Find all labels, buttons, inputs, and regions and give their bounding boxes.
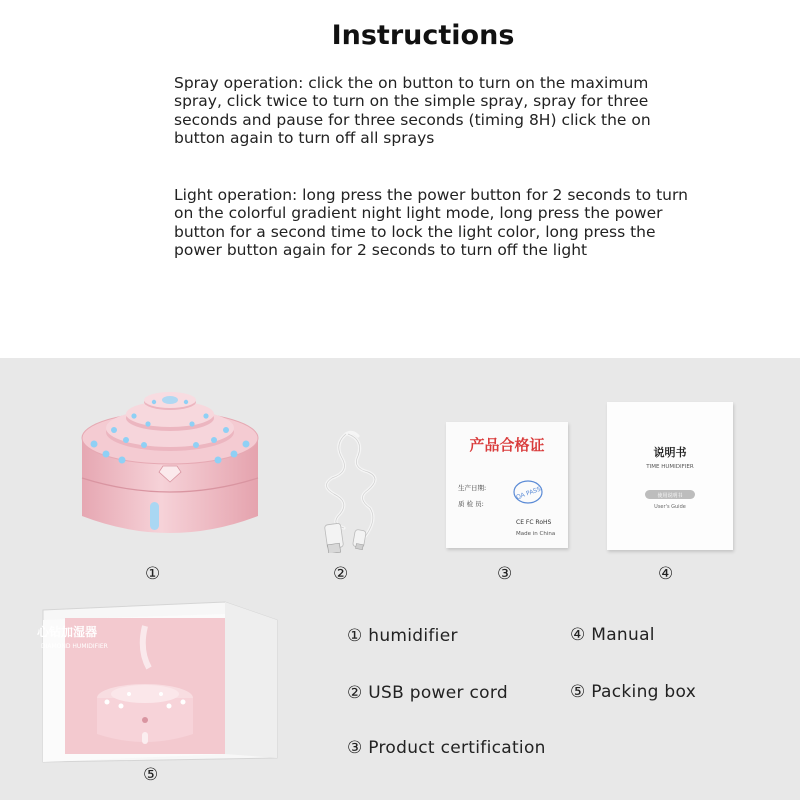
item-number-5: ⑤ xyxy=(143,765,159,785)
legend-usb-power-cord: ② USB power cord xyxy=(347,683,508,703)
legend-packing-box: ⑤ Packing box xyxy=(570,682,697,702)
box-english-name: DIAMOND HUMIDIFIER xyxy=(41,643,108,650)
legend-manual: ④ Manual xyxy=(570,625,655,645)
certificate-title: 产品合格证 xyxy=(469,436,545,454)
manual-booklet xyxy=(607,402,733,550)
certificate-inspector-label: 质 检 员: xyxy=(458,500,484,508)
item-number-2: ② xyxy=(333,564,349,584)
legend-product-certification: ③ Product certification xyxy=(347,738,546,758)
manual-guide: User's Guide xyxy=(654,504,686,510)
qa-stamp-text: QA PASS xyxy=(515,485,542,502)
humidifier-image xyxy=(70,388,270,543)
packing-box-image xyxy=(35,598,285,766)
instructions-section xyxy=(0,0,800,358)
spray-instructions: Spray operation: click the on button to turn on the maximum spray, click twice to turn on the simple spray, spray for three seconds and pause for three seconds (timing 8H) click the on button again to turn off all sprays xyxy=(174,74,651,147)
usb-cable-image xyxy=(312,428,392,553)
certificate-marks: CE FC RoHS xyxy=(516,519,552,526)
legend-humidifier: ① humidifier xyxy=(347,626,458,646)
certificate-date-label: 生产日期: xyxy=(458,484,487,492)
box-chinese-name: 心钻加湿器 xyxy=(37,625,98,639)
manual-button-text: 使用说明书 xyxy=(657,493,683,499)
manual-title: 说明书 xyxy=(653,446,687,459)
certificate-made-in: Made in China xyxy=(516,531,556,537)
item-number-4: ④ xyxy=(658,564,674,584)
manual-subtitle: TIME HUMIDIFIER xyxy=(646,464,694,470)
certificate-card xyxy=(446,422,568,548)
item-number-3: ③ xyxy=(497,564,513,584)
page-title: Instructions xyxy=(331,20,515,51)
item-number-1: ① xyxy=(145,564,161,584)
light-instructions: Light operation: long press the power button for 2 seconds to turn on the colorful gradient night light mode, long press the power button for a second time to lock the light color, long press the power button again for 2 seconds to turn off the light xyxy=(174,186,688,259)
package-contents-section xyxy=(0,358,800,800)
